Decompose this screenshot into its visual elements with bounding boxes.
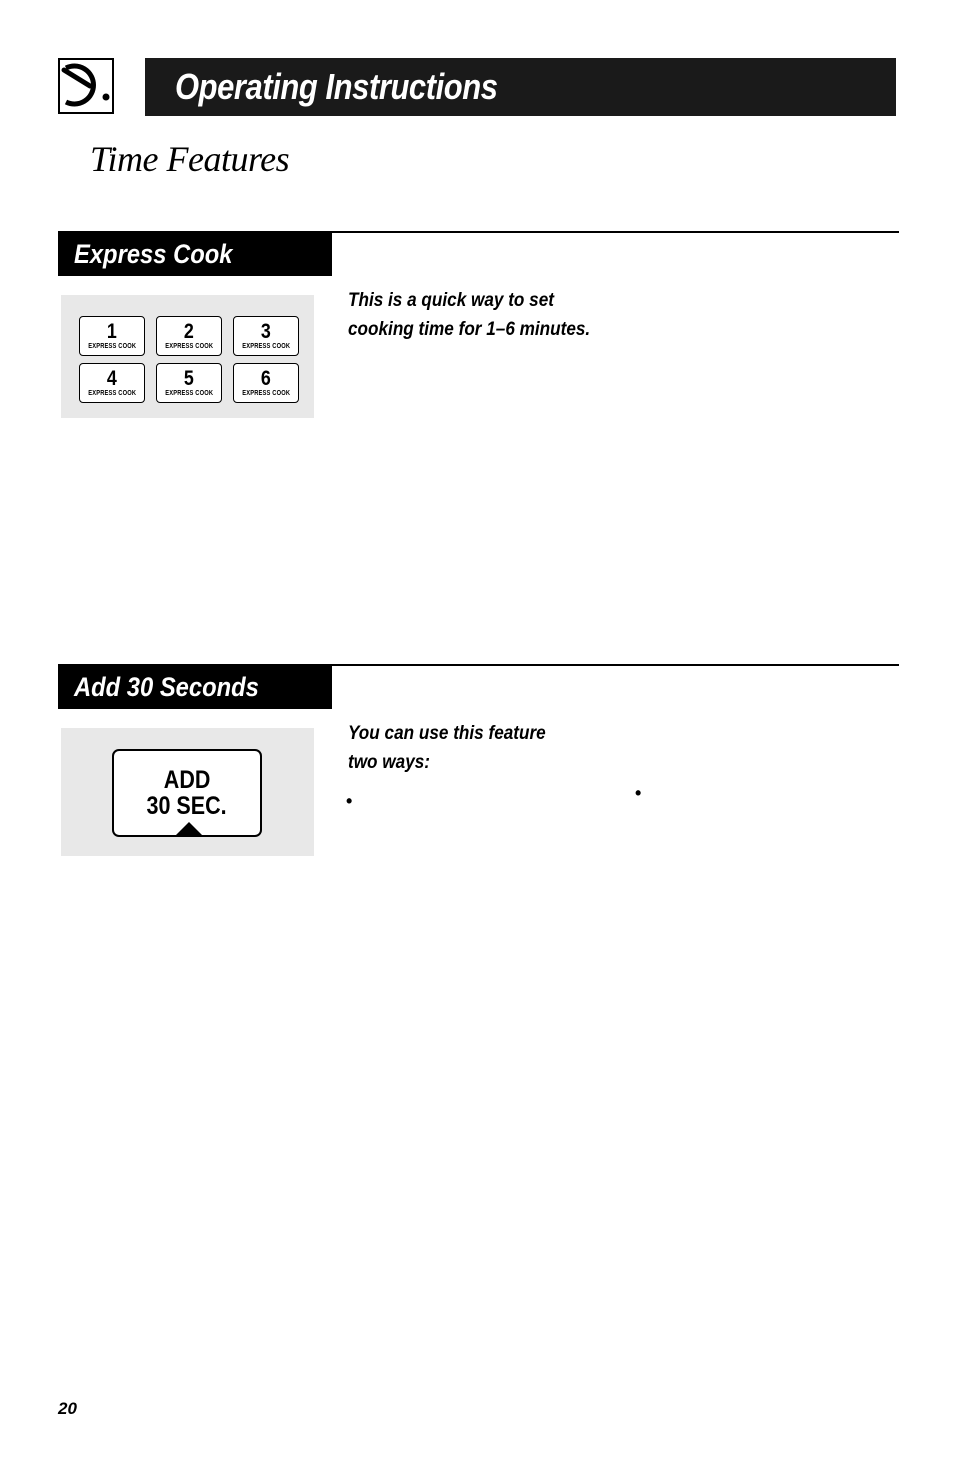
express-cook-key-2[interactable]: 2 EXPRESS COOK [156,316,222,356]
express-cook-keypad-illustration [61,295,314,418]
bullet-point: • [635,783,642,803]
page-title: Operating Instructions [175,66,498,107]
add-30-sec-intro: You can use this feature two ways: [348,722,546,773]
header-bar [145,58,896,116]
express-cook-key-5[interactable]: 5 EXPRESS COOK [156,363,222,403]
express-cook-key-4[interactable]: 4 EXPRESS COOK [79,363,145,403]
page-number: 20 [58,1399,77,1418]
section-heading-add-30-seconds: Add 30 Seconds [58,665,332,709]
express-cook-keypad [79,316,299,403]
add-30-sec-illustration [61,728,314,856]
section-heading-express-cook: Express Cook [58,232,332,276]
knob-icon [60,60,112,112]
page-subtitle: Time Features [90,139,290,179]
add-30-sec-button[interactable]: ADD 30 SEC. [112,749,262,837]
brand-logo [58,58,114,114]
bullet-point: • [346,791,353,811]
express-cook-key-1[interactable]: 1 EXPRESS COOK [79,316,145,356]
express-cook-key-6[interactable]: 6 EXPRESS COOK [233,363,299,403]
express-cook-intro: This is a quick way to set cooking time for 1–6 minutes. [348,289,591,340]
triangle-pointer-icon [175,822,203,836]
express-cook-key-3[interactable]: 3 EXPRESS COOK [233,316,299,356]
